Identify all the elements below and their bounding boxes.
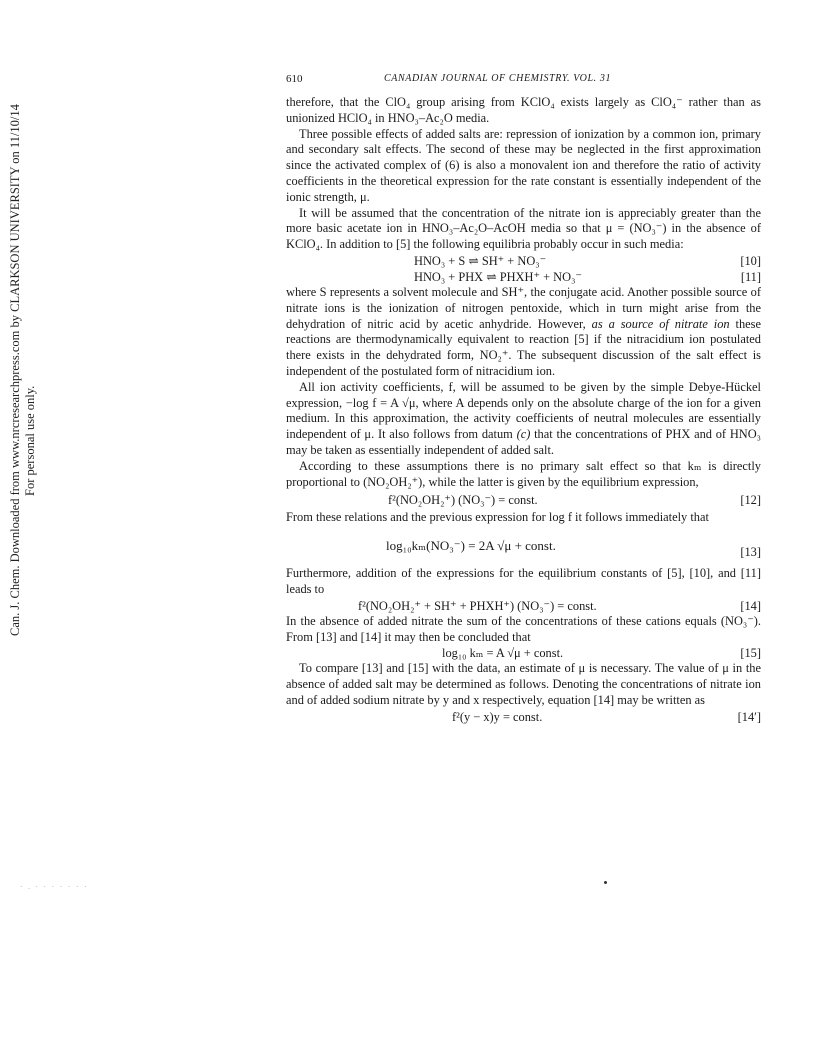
paragraph: From these relations and the previous expression for log f it follows immediately that — [286, 510, 709, 525]
equation-formula: log₁₀kₘ(NO₃⁻) = 2A √μ + const. — [386, 538, 556, 554]
paragraph: To compare [13] and [15] with the data, an estimate of μ is necessary. The value of μ in the absence of added salt may be determined as follows. Denoting the concentrations of nitrate ion and of added sodium nitrate by y and x respectively, equation [14] may be written as — [286, 661, 761, 707]
equation-11 — [286, 269, 761, 285]
equation-10 — [286, 253, 761, 269]
equation-number: [13] — [740, 545, 761, 560]
paragraph: where S represents a solvent molecule and SH⁺, the conjugate acid. Another possible source of nitrate ions is the ionization of nitrogen pentoxide, which in turn might arise from the dehydration of nitric acid by acetic anhydride. However, as a source of nitrate ion these reactions are thermodynamically equivalent to reaction [5] if the nitracidium ion postulated there exists in the dehydrated form, NO₂⁺. The subsequent discussion of the salt effect is independent of the postulated form of nitracidium ion. — [286, 284, 761, 378]
equation-formula: f²(NO₂OH₂⁺) (NO₃⁻) = const. — [388, 493, 538, 508]
page-body — [286, 95, 761, 725]
watermark-line-1: Can. J. Chem. Downloaded from www.nrcresearchpress.com by CLARKSON UNIVERSITY on 11/10/14 — [8, 104, 22, 636]
paragraph: It will be assumed that the concentration of the nitrate ion is appreciably greater than the more basic acetate ion in HNO₃–Ac₂O–AcOH media so that μ = (NO₃⁻) in the absence of KClO₄. In addition to [5] the following equilibria probably occur in such media: — [286, 205, 761, 252]
emphasis: as a source of nitrate ion — [591, 316, 730, 331]
equation-formula: HNO₃ + S ⇌ SH⁺ + NO₃⁻ — [414, 253, 547, 268]
scan-dot — [604, 881, 607, 884]
running-title: CANADIAN JOURNAL OF CHEMISTRY. VOL. 31 — [384, 73, 612, 84]
equation-formula: HNO₃ + PHX ⇌ PHXH⁺ + NO₃⁻ — [414, 269, 582, 284]
paragraph: Furthermore, addition of the expressions for the equilibrium constants of [5], [10], and [11] leads to — [286, 566, 761, 596]
page-number: 610 — [286, 73, 303, 85]
equation-number: [14′] — [737, 709, 761, 724]
equation-number: [10] — [740, 253, 761, 268]
equation-14-prime — [286, 709, 761, 725]
paragraph: According to these assumptions there is no primary salt effect so that kₘ is directly proportional to (NO₂OH₂⁺), while the latter is given by the equilibrium expression, — [286, 458, 761, 489]
paragraph: Three possible effects of added salts are: repression of ionization by a common ion, primary and secondary salt effects. The second of these may be neglected in the first approximation since the activated complex of (6) is also a monovalent ion and therefore the ratio of activity coefficients in the theoretical expression for the rate constant is essentially independent of the ionic strength, μ. — [286, 126, 761, 204]
paragraph: In the absence of added nitrate the sum of the concentrations of these cations equals (NO₃⁻). From [13] and [14] it may then be concluded that — [286, 613, 761, 644]
running-header — [286, 73, 761, 89]
paragraph: All ion activity coefficients, f, will be assumed to be given by the simple Debye-Hückel expression, −log f = A √μ, where A depends only on the absolute charge of the ion for a given medium. In this approximation, the activity coefficients of neutral molecules are essentially independent of μ. It also follows from datum (c) that the concentrations of PHX and of HNO₃ may be taken as essentially independent of added salt. — [286, 379, 761, 457]
equation-number: [15] — [740, 646, 761, 661]
equation-15 — [286, 645, 761, 661]
equation-formula: log₁₀ kₘ = A √μ + const. — [442, 646, 564, 661]
scan-specks: · . · · · · · · · — [20, 883, 89, 891]
equation-number: [14] — [740, 598, 761, 613]
equation-number: [11] — [740, 269, 761, 284]
emphasis: (c) — [516, 427, 531, 442]
equation-13 — [286, 532, 761, 562]
download-watermark — [8, 0, 38, 636]
equation-number: [12] — [740, 493, 761, 508]
paragraph: therefore, that the ClO₄ group arising from KClO₄ exists largely as ClO₄⁻ rather than as unionized HClO₄ in HNO₃–Ac₂O media. — [286, 95, 761, 125]
watermark-line-2: For personal use only. — [23, 385, 37, 496]
equation-formula: f²(NO₂OH₂⁺ + SH⁺ + PHXH⁺) (NO₃⁻) = const. — [358, 598, 597, 613]
equation-14 — [286, 598, 761, 614]
equation-12 — [286, 492, 761, 508]
equation-formula: f²(y − x)y = const. — [452, 709, 543, 724]
